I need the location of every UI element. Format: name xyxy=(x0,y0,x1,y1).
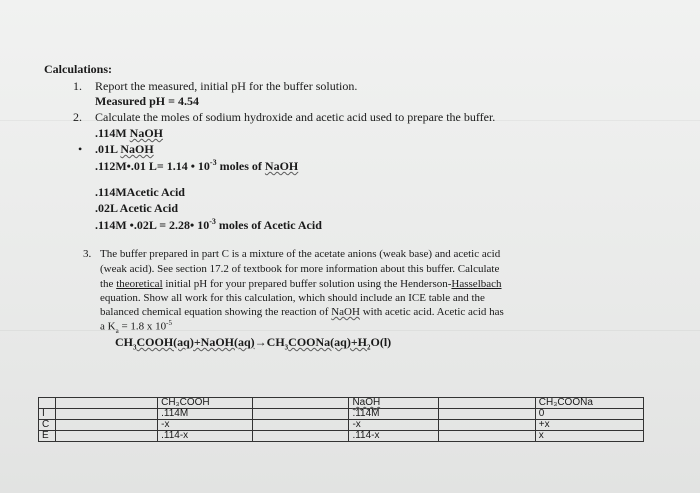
ka-pre: a K xyxy=(100,320,116,333)
ice-table xyxy=(38,397,644,442)
ka-value xyxy=(100,320,172,335)
acid-moles-unit: moles of Acetic Acid xyxy=(215,218,322,232)
table-cell: -x xyxy=(349,420,439,431)
acid-volume: .02L Acetic Acid xyxy=(95,201,178,215)
item-3-line-5-post: with acetic acid. Acetic acid has xyxy=(359,306,504,318)
naoh-formula: NaOH xyxy=(120,142,154,156)
table-row xyxy=(39,409,644,420)
table-cell xyxy=(439,431,536,442)
table-cell: E xyxy=(39,431,56,442)
naoh-moles-exponent: -3 xyxy=(209,158,217,167)
item-2-number: 2. xyxy=(73,110,82,124)
ka-mid: = 1.8 x 10 xyxy=(118,320,167,333)
item-2-question: Calculate the moles of sodium hydroxide and acetic acid used to prepare the buffer. xyxy=(95,110,496,124)
naoh-concentration-value: .114M xyxy=(95,126,127,140)
table-cell: I xyxy=(39,409,56,420)
acid-moles-calc-text: .114M •.02L = 2.28• 10 xyxy=(95,218,210,232)
table-cell xyxy=(439,398,536,409)
table-cell: C xyxy=(39,420,56,431)
acid-concentration: .114MAcetic Acid xyxy=(95,185,185,199)
table-cell: -x xyxy=(158,420,253,431)
calculations-heading: Calculations: xyxy=(44,62,113,76)
eq-subscript: 3 xyxy=(284,343,289,352)
acid-moles-exponent: -3 xyxy=(209,217,216,226)
naoh-moles-unit: moles of xyxy=(216,159,265,173)
table-cell: CH₃COOH xyxy=(158,398,253,409)
item-3-line-3-post: initial pH for your prepared buffer solution using the Henderson- xyxy=(162,278,452,290)
table-cell xyxy=(252,409,349,420)
item-1-question: Report the measured, initial pH for the buffer solution. xyxy=(95,79,358,93)
item-3-line-3-pre: the xyxy=(100,278,117,290)
table-cell xyxy=(252,420,349,431)
ka-subscript: a xyxy=(115,326,119,335)
naoh-volume-value: .01L xyxy=(95,142,118,156)
eq-part: CH xyxy=(266,335,285,349)
ka-exponent: -5 xyxy=(166,319,172,327)
eq-part: O(l) xyxy=(370,335,392,349)
eq-subscript: 2 xyxy=(367,343,371,352)
table-cell: 0 xyxy=(535,409,643,420)
table-cell: CH₃COONa xyxy=(535,398,643,409)
naoh-volume xyxy=(95,143,154,155)
naoh-formula: NaOH xyxy=(129,126,164,140)
table-row xyxy=(39,420,644,431)
table-cell xyxy=(252,431,349,442)
table-cell: .114M xyxy=(158,409,253,420)
eq-part: COONa(aq)+H xyxy=(288,335,368,349)
table-row xyxy=(39,431,644,442)
table-cell: .114M xyxy=(349,409,439,420)
measured-ph-answer: Measured pH = 4.54 xyxy=(95,94,199,108)
item-3-line-3 xyxy=(100,279,502,290)
naoh-moles-calculation xyxy=(95,159,298,172)
table-cell xyxy=(252,398,349,409)
hasselbach-link: Hasselbach xyxy=(451,278,502,290)
bullet-marker: • xyxy=(78,142,83,156)
table-cell: .114-x xyxy=(158,431,253,442)
table-cell xyxy=(439,420,536,431)
table-cell: +x xyxy=(535,420,643,431)
table-cell: .114-x xyxy=(349,431,439,442)
item-3-number: 3. xyxy=(83,248,92,260)
balanced-equation xyxy=(115,336,391,351)
table-cell: NaOH xyxy=(349,398,439,409)
table-cell xyxy=(56,431,158,442)
naoh-formula: NaOH xyxy=(331,306,360,318)
table-cell xyxy=(56,409,158,420)
item-3-line-5-pre: balanced chemical equation showing the reaction of xyxy=(100,306,332,318)
table-cell: x xyxy=(535,431,643,442)
item-3-line-5 xyxy=(100,307,504,318)
acid-moles-calculation xyxy=(95,218,322,231)
naoh-concentration xyxy=(95,127,163,139)
table-cell xyxy=(56,420,158,431)
eq-part: COOH(aq)+NaOH(aq) xyxy=(136,335,255,349)
item-1-number: 1. xyxy=(73,79,82,93)
theoretical-link: theoretical xyxy=(116,278,163,290)
table-cell xyxy=(56,398,158,409)
table-cell xyxy=(439,409,536,420)
naoh-formula: NaOH xyxy=(264,159,299,173)
reaction-arrow-icon: → xyxy=(254,335,267,349)
table-cell xyxy=(39,398,56,409)
eq-part: CH xyxy=(115,335,133,349)
item-3-line-2: (weak acid). See section 17.2 of textbook for more information about this buffer. Calculate xyxy=(100,263,500,275)
item-3-line-4: equation. Show all work for this calculation, which should include an ICE table and the xyxy=(100,292,485,304)
naoh-moles-calc-text: .112M•.01 L= 1.14 • 10 xyxy=(95,159,210,173)
item-3-line-1: The buffer prepared in part C is a mixture of the acetate anions (weak base) and acetic acid xyxy=(100,248,501,260)
eq-subscript: 3 xyxy=(133,343,137,352)
ice-table-header-row xyxy=(39,398,644,409)
